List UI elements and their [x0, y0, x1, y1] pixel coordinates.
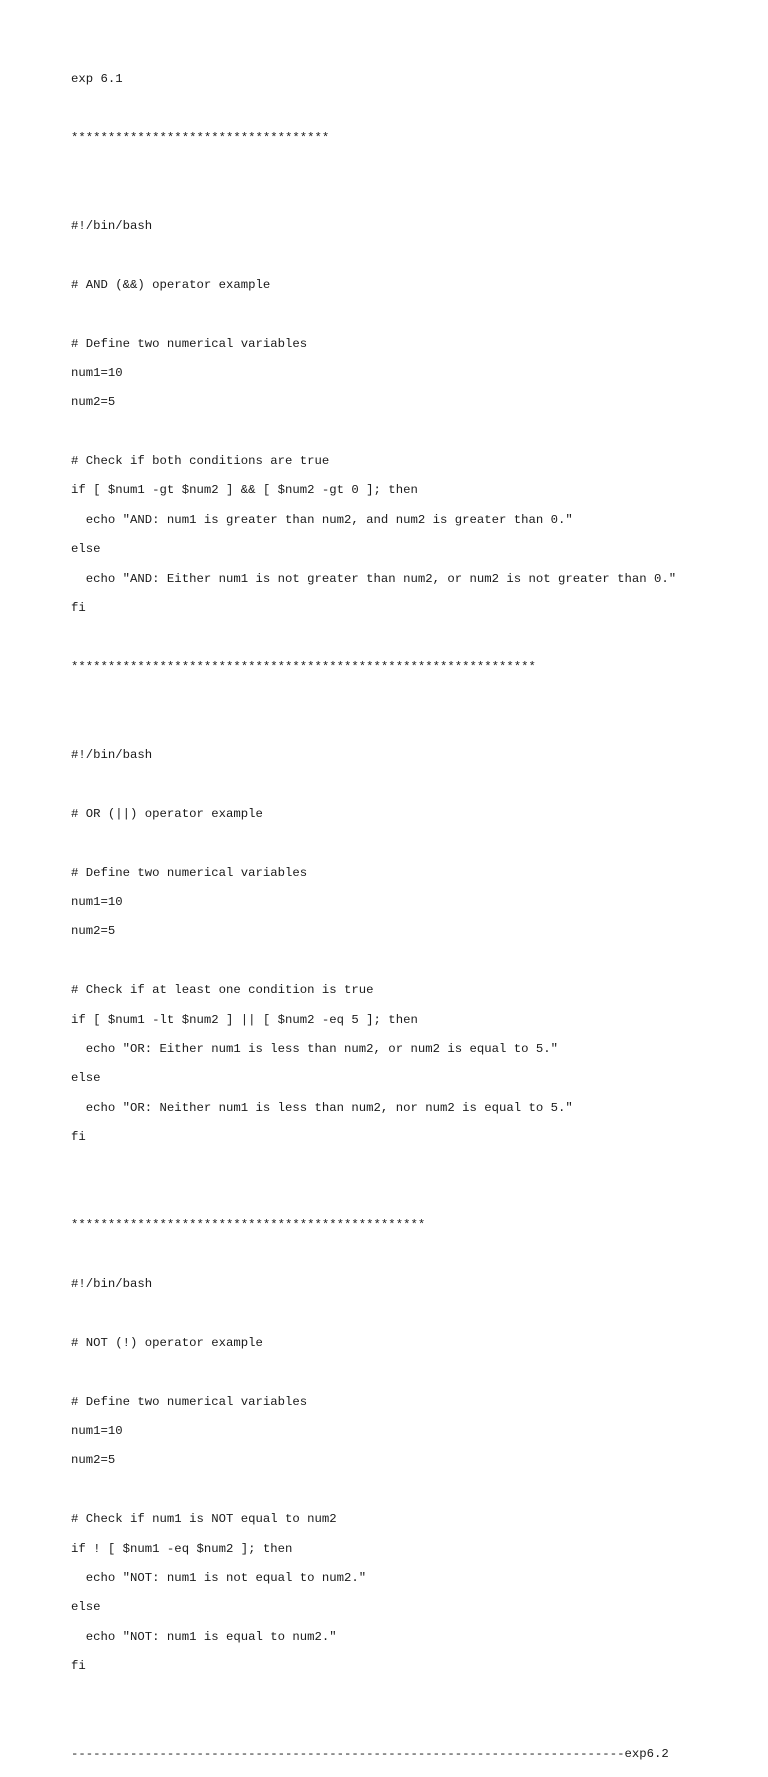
doc-line: # Define two numerical variables — [71, 1394, 308, 1409]
doc-line — [71, 777, 676, 792]
bash-script-listing — [71, 72, 676, 1777]
doc-line: #!/bin/bash — [71, 1277, 153, 1292]
doc-line: # Check if num1 is NOT equal to num2 — [71, 1512, 337, 1527]
doc-line: # OR (||) operator example — [71, 806, 263, 821]
doc-line — [71, 1365, 676, 1380]
doc-line: *************************************************************** — [71, 659, 536, 674]
doc-line: echo "NOT: num1 is equal to num2." — [71, 1629, 337, 1644]
doc-line: # Define two numerical variables — [71, 865, 308, 880]
doc-line: num2=5 — [71, 395, 116, 410]
doc-line: fi — [71, 601, 86, 616]
doc-line — [71, 160, 676, 175]
doc-line — [71, 630, 676, 645]
doc-line — [71, 1688, 676, 1703]
doc-line: ---------------------------------------------------------------------------exp6.2 — [71, 1747, 669, 1762]
doc-line — [71, 719, 676, 734]
doc-line: # NOT (!) operator example — [71, 1335, 263, 1350]
doc-line: echo "AND: num1 is greater than num2, and num2 is greater than 0." — [71, 512, 573, 527]
doc-line — [71, 307, 676, 322]
doc-line — [71, 1306, 676, 1321]
doc-line — [71, 954, 676, 969]
doc-line: exp 6.1 — [71, 72, 123, 86]
doc-line: # Check if both conditions are true — [71, 454, 330, 469]
doc-line: fi — [71, 1130, 86, 1145]
doc-line: fi — [71, 1659, 86, 1674]
doc-line: echo "OR: Either num1 is less than num2, or num2 is equal to 5." — [71, 1041, 559, 1056]
doc-line — [71, 1483, 676, 1498]
doc-line: num2=5 — [71, 924, 116, 939]
doc-line — [71, 836, 676, 851]
doc-line: echo "AND: Either num1 is not greater than num2, or num2 is not greater than 0." — [71, 571, 677, 586]
doc-line — [71, 1718, 676, 1733]
doc-line: num1=10 — [71, 365, 123, 380]
doc-line: #!/bin/bash — [71, 218, 153, 233]
doc-line: num2=5 — [71, 1453, 116, 1468]
doc-line — [71, 101, 676, 116]
doc-line: if [ $num1 -lt $num2 ] || [ $num2 -eq 5 ]; then — [71, 1012, 418, 1027]
doc-line — [71, 425, 676, 440]
doc-line: echo "OR: Neither num1 is less than num2, nor num2 is equal to 5." — [71, 1100, 573, 1115]
doc-line: # Define two numerical variables — [71, 336, 308, 351]
doc-line: # Check if at least one condition is true — [71, 983, 374, 998]
doc-line — [71, 190, 676, 205]
doc-line: else — [71, 542, 101, 557]
doc-line: if [ $num1 -gt $num2 ] && [ $num2 -gt 0 ]; then — [71, 483, 418, 498]
doc-line: else — [71, 1071, 101, 1086]
doc-line — [71, 1189, 676, 1204]
doc-line — [71, 689, 676, 704]
doc-line — [71, 248, 676, 263]
doc-line — [71, 1159, 676, 1174]
doc-line — [71, 1248, 676, 1263]
doc-line: # AND (&&) operator example — [71, 277, 271, 292]
doc-line: num1=10 — [71, 1423, 123, 1438]
doc-line: if ! [ $num1 -eq $num2 ]; then — [71, 1541, 293, 1556]
doc-line: ************************************************ — [71, 1218, 426, 1233]
doc-line: else — [71, 1600, 101, 1615]
doc-line: num1=10 — [71, 894, 123, 909]
doc-line: #!/bin/bash — [71, 747, 153, 762]
doc-line: *********************************** — [71, 130, 330, 145]
doc-line: echo "NOT: num1 is not equal to num2." — [71, 1570, 367, 1585]
